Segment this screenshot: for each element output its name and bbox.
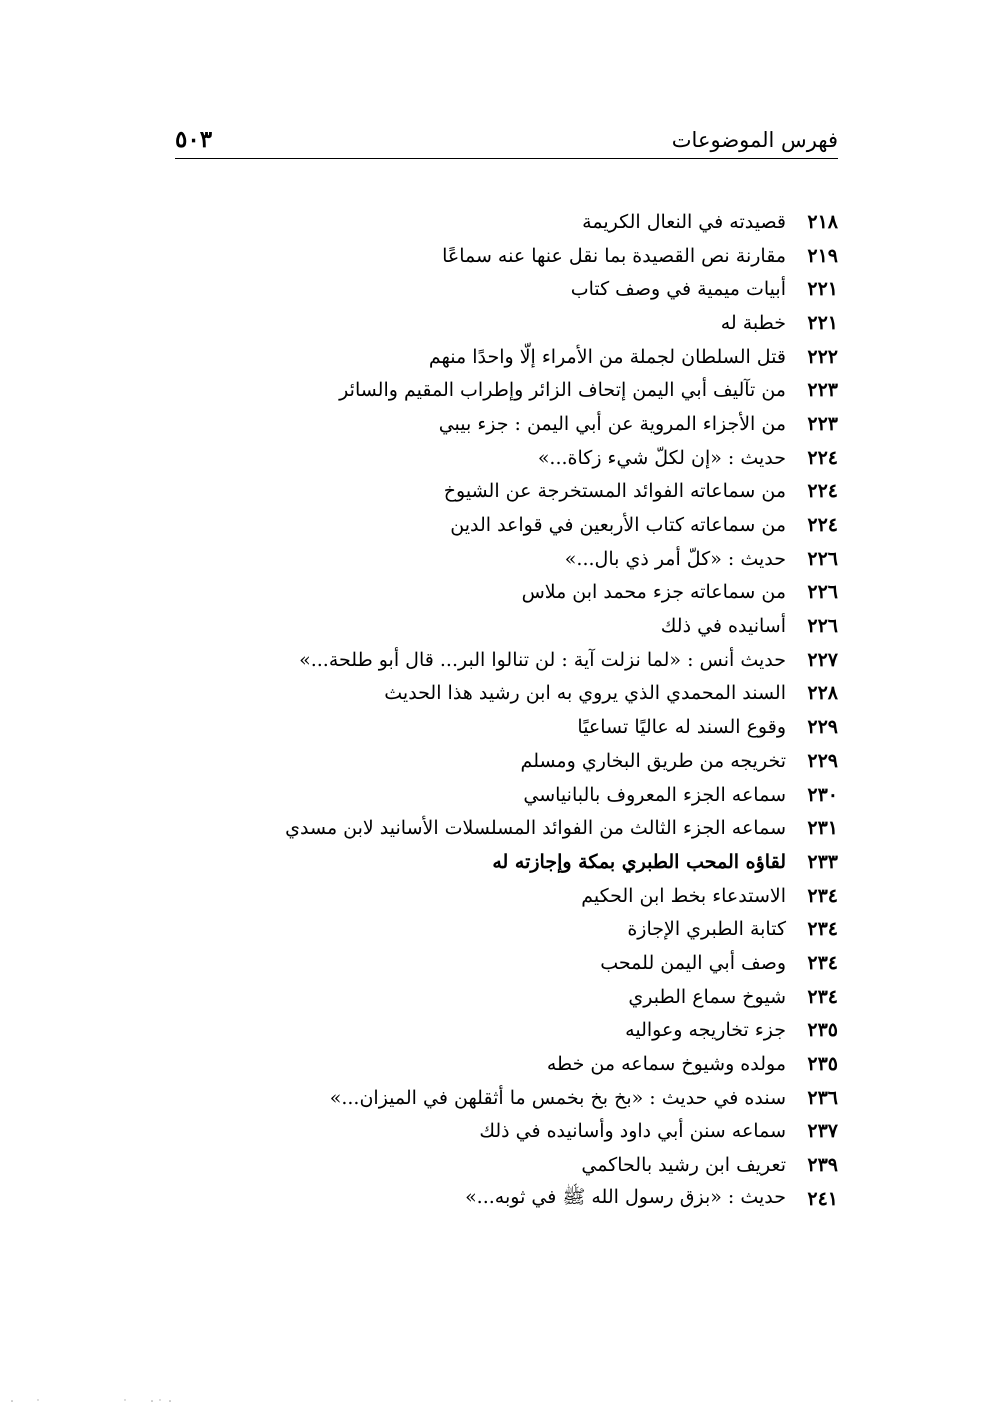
table-of-contents [118, 205, 838, 1216]
toc-entry [118, 1115, 838, 1149]
toc-entry-title: سماعه الجزء الثالث من الفوائد المسلسلات الأسانيد لابن مسدي [285, 817, 786, 840]
toc-entry [118, 1014, 838, 1048]
toc-entry [118, 272, 838, 306]
toc-entry-title: أبيات ميمية في وصف كتاب [570, 278, 786, 301]
toc-entry [118, 1047, 838, 1081]
toc-entry-page: ٢٤١ [807, 1187, 838, 1210]
toc-entry-title: سماعه الجزء المعروف بالبانياسي [523, 783, 786, 806]
toc-entry-title: وصف أبي اليمن للمحب [600, 951, 786, 974]
toc-entry-title: حديث : «كلّ أمر ذي بال...» [564, 547, 786, 570]
toc-entry [118, 205, 838, 239]
toc-entry-page: ٢١٩ [807, 244, 838, 267]
toc-entry-title: حديث : «بزق رسول الله ﷺ في ثوبه...» [465, 1185, 786, 1208]
toc-entry-page: ٢٣٣ [807, 850, 838, 873]
toc-entry-page: ٢٢٢ [807, 345, 838, 368]
toc-entry [118, 778, 838, 812]
page-header [175, 122, 838, 158]
toc-entry-title: جزء تخاريجه وعواليه [625, 1019, 786, 1042]
toc-entry [118, 744, 838, 778]
toc-entry [118, 1182, 838, 1216]
toc-entry-title: من الأجزاء المروية عن أبي اليمن : جزء بيبي [438, 412, 786, 435]
toc-entry-title: أسانيده في ذلك [660, 615, 786, 638]
toc-entry-page: ٢٢٣ [807, 379, 838, 402]
toc-entry-title: حديث أنس : «لما نزلت آية : لن تنالوا البر... قال أبو طلحة...» [299, 648, 786, 671]
toc-entry [118, 239, 838, 273]
toc-entry [118, 475, 838, 509]
toc-entry-page: ٢٢٦ [807, 547, 838, 570]
toc-entry [118, 710, 838, 744]
toc-entry-title: من تآليف أبي اليمن إتحاف الزائر وإطراب المقيم والسائر [339, 379, 786, 402]
toc-entry-title: قصيدته في النعال الكريمة [582, 210, 786, 233]
scan-specks [0, 1395, 200, 1405]
toc-entry-page: ٢٣٤ [807, 985, 838, 1008]
toc-entry [118, 373, 838, 407]
toc-entry-title: سماعه سنن أبي داود وأسانيده في ذلك [479, 1120, 786, 1143]
toc-entry-title: قتل السلطان لجملة من الأمراء إلّا واحدًا منهم [428, 345, 786, 368]
toc-entry-title: حديث : «إن لكلّ شيء زكاة...» [537, 446, 786, 469]
toc-entry [118, 811, 838, 845]
toc-entry-page: ٢٢٤ [807, 514, 838, 537]
toc-entry-page: ٢٣١ [807, 817, 838, 840]
toc-entry-page: ٢٢٦ [807, 615, 838, 638]
toc-entry-title: سنده في حديث : «بخ بخ بخمس ما أثقلهن في الميزان...» [329, 1086, 786, 1109]
toc-entry [118, 441, 838, 475]
header-rule [175, 158, 838, 159]
toc-entry [118, 407, 838, 441]
toc-entry [118, 912, 838, 946]
toc-entry-page: ٢٢١ [807, 311, 838, 334]
toc-entry [118, 542, 838, 576]
toc-entry [118, 1148, 838, 1182]
toc-entry-page: ٢٣٠ [807, 783, 838, 806]
toc-entry-page: ٢٣٤ [807, 884, 838, 907]
toc-entry [118, 508, 838, 542]
toc-entry [118, 576, 838, 610]
page-number: ٥٠٣ [175, 126, 213, 153]
toc-entry-title: تخريجه من طريق البخاري ومسلم [520, 749, 786, 772]
toc-entry-title: من سماعاته كتاب الأربعين في قواعد الدين [450, 514, 786, 537]
toc-entry [118, 306, 838, 340]
toc-entry-page: ٢٣٤ [807, 951, 838, 974]
toc-entry-page: ٢٢٧ [807, 648, 838, 671]
toc-entry-title: كتابة الطبري الإجازة [627, 918, 786, 941]
toc-entry-title: السند المحمدي الذي يروي به ابن رشيد هذا الحديث [384, 682, 786, 705]
toc-entry-page: ٢٣٧ [807, 1120, 838, 1143]
toc-entry-title: تعريف ابن رشيد بالحاكمي [581, 1154, 786, 1177]
toc-entry-page: ٢٢٣ [807, 412, 838, 435]
toc-entry-page: ٢٢٤ [807, 480, 838, 503]
toc-entry-page: ٢٣٥ [807, 1019, 838, 1042]
toc-entry [118, 643, 838, 677]
toc-entry-page: ٢٢٩ [807, 749, 838, 772]
toc-entry-page: ٢١٨ [807, 210, 838, 233]
toc-entry-title: من سماعاته الفوائد المستخرجة عن الشيوخ [443, 480, 786, 503]
toc-entry [118, 1081, 838, 1115]
running-title: فهرس الموضوعات [671, 128, 838, 152]
toc-entry-title: وقوع السند له عاليًا تساعيًا [577, 716, 786, 739]
toc-entry-page: ٢٣٩ [807, 1154, 838, 1177]
toc-entry-title: مقارنة نص القصيدة بما نقل عنها عنه سماعًا [442, 244, 786, 267]
toc-entry-page: ٢٢٤ [807, 446, 838, 469]
toc-entry-page: ٢٣٥ [807, 1053, 838, 1076]
toc-entry-page: ٢٢٨ [807, 682, 838, 705]
toc-entry-title: لقاؤه المحب الطبري بمكة وإجازته له [492, 850, 786, 873]
toc-entry [118, 845, 838, 879]
toc-entry-title: من سماعاته جزء محمد ابن ملاس [521, 581, 786, 604]
toc-entry-title: شيوخ سماع الطبري [628, 985, 786, 1008]
toc-entry [118, 609, 838, 643]
toc-entry [118, 677, 838, 711]
toc-entry [118, 980, 838, 1014]
toc-entry-page: ٢٢٩ [807, 716, 838, 739]
toc-entry-page: ٢٣٦ [807, 1086, 838, 1109]
toc-entry [118, 340, 838, 374]
toc-entry-title: مولده وشيوخ سماعه من خطه [546, 1053, 786, 1076]
toc-entry-page: ٢٢٦ [807, 581, 838, 604]
toc-entry-page: ٢٢١ [807, 278, 838, 301]
toc-entry-title: خطبة له [720, 311, 786, 334]
toc-entry-title: الاستدعاء بخط ابن الحكيم [581, 884, 786, 907]
toc-entry-page: ٢٣٤ [807, 918, 838, 941]
toc-entry [118, 946, 838, 980]
toc-entry [118, 879, 838, 913]
